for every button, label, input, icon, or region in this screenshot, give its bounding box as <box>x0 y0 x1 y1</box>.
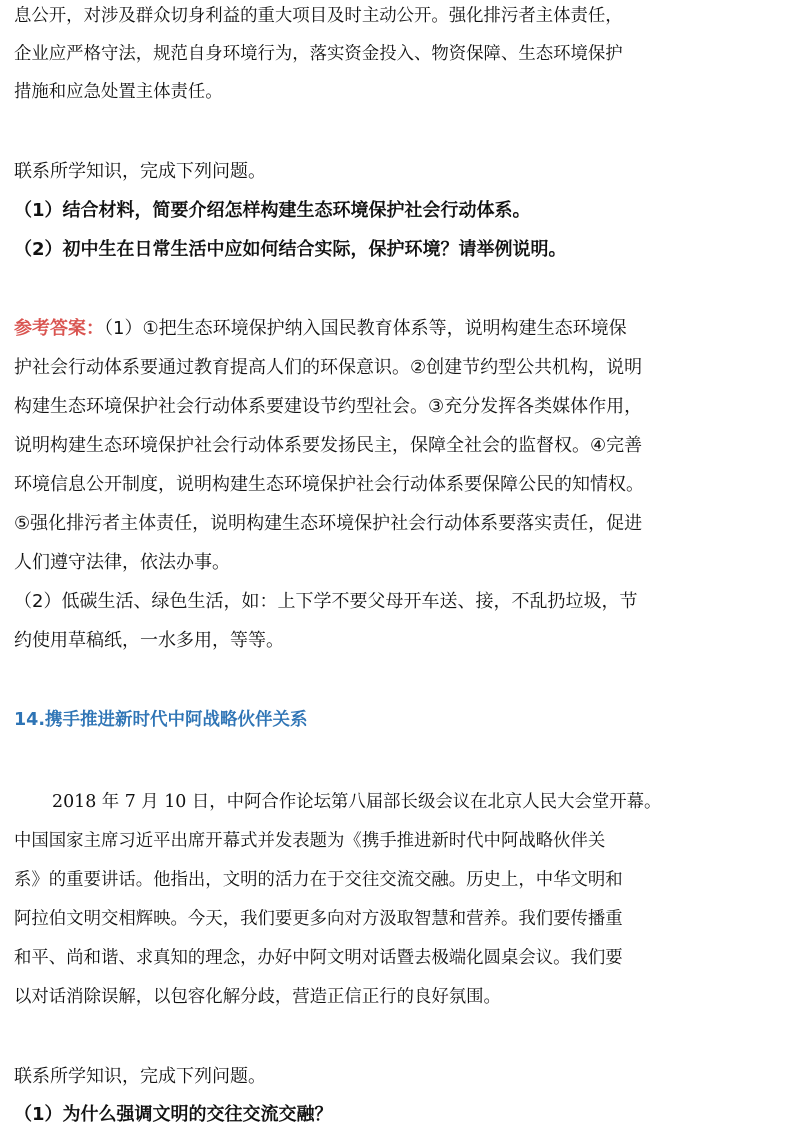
question-intro: 联系所学知识，完成下列问题。 <box>14 1066 266 1087</box>
paragraph-line: 阿拉伯文明交相辉映。今天，我们要更多向对方汲取智慧和营养。我们要传播重 <box>14 909 623 929</box>
question-intro: 联系所学知识，完成下列问题。 <box>14 161 266 182</box>
answer-first-line <box>14 317 627 341</box>
answer-line: 构建生态环境保护社会行动体系要建设节约型社会。③充分发挥各类媒体作用， <box>14 396 643 417</box>
paragraph-line: 企业应严格守法，规范自身环境行为，落实资金投入、物资保障、生态环境保护 <box>14 44 623 64</box>
paragraph-line: 和平、尚和谐、求真知的理念，办好中阿文明对话暨去极端化圆桌会议。我们要 <box>14 948 623 968</box>
paragraph-line: 2018 年 7 月 10 日，中阿合作论坛第八届部长级会议在北京人民大会堂开幕。 <box>52 792 662 812</box>
question-1: （1）为什么强调文明的交往交流交融？ <box>14 1104 333 1125</box>
answer-text: （1）①把生态环境保护纳入国民教育体系等，说明构建生态环境保 <box>104 318 627 339</box>
answer-line: 说明构建生态环境保护社会行动体系要发扬民主，保障全社会的监督权。④完善 <box>14 435 643 456</box>
paragraph-line: 系》的重要讲话。他指出，文明的活力在于交往交流交融。历史上，中华文明和 <box>14 870 623 890</box>
answer-line: 约使用草稿纸，一水多用，等等。 <box>14 630 284 651</box>
section-heading: 14.携手推进新时代中阿战略伙伴关系 <box>14 710 308 730</box>
paragraph-line: 中国国家主席习近平出席开幕式并发表题为《携手推进新时代中阿战略伙伴关 <box>14 831 606 851</box>
answer-label: 参考答案： <box>14 318 104 339</box>
paragraph-line: 息公开，对涉及群众切身利益的重大项目及时主动公开。强化排污者主体责任， <box>14 6 623 26</box>
answer-line: 环境信息公开制度，说明构建生态环境保护社会行动体系要保障公民的知情权。 <box>14 474 644 495</box>
paragraph-line: 以对话消除误解，以包容化解分歧，营造正信正行的良好氛围。 <box>14 987 501 1007</box>
answer-line: 人们遵守法律，依法办事。 <box>14 552 230 573</box>
answer-line: （2）低碳生活、绿色生活，如：上下学不要父母开车送、接，不乱扔垃圾，节 <box>14 591 638 612</box>
question-2: （2）初中生在日常生活中应如何结合实际，保护环境？请举例说明。 <box>14 239 567 260</box>
answer-line: 护社会行动体系要通过教育提高人们的环保意识。②创建节约型公共机构，说明 <box>14 357 643 378</box>
paragraph-line: 措施和应急处置主体责任。 <box>14 82 223 102</box>
question-1: （1）结合材料，简要介绍怎样构建生态环境保护社会行动体系。 <box>14 200 531 221</box>
answer-line: ⑤强化排污者主体责任，说明构建生态环境保护社会行动体系要落实责任，促进 <box>14 513 643 534</box>
